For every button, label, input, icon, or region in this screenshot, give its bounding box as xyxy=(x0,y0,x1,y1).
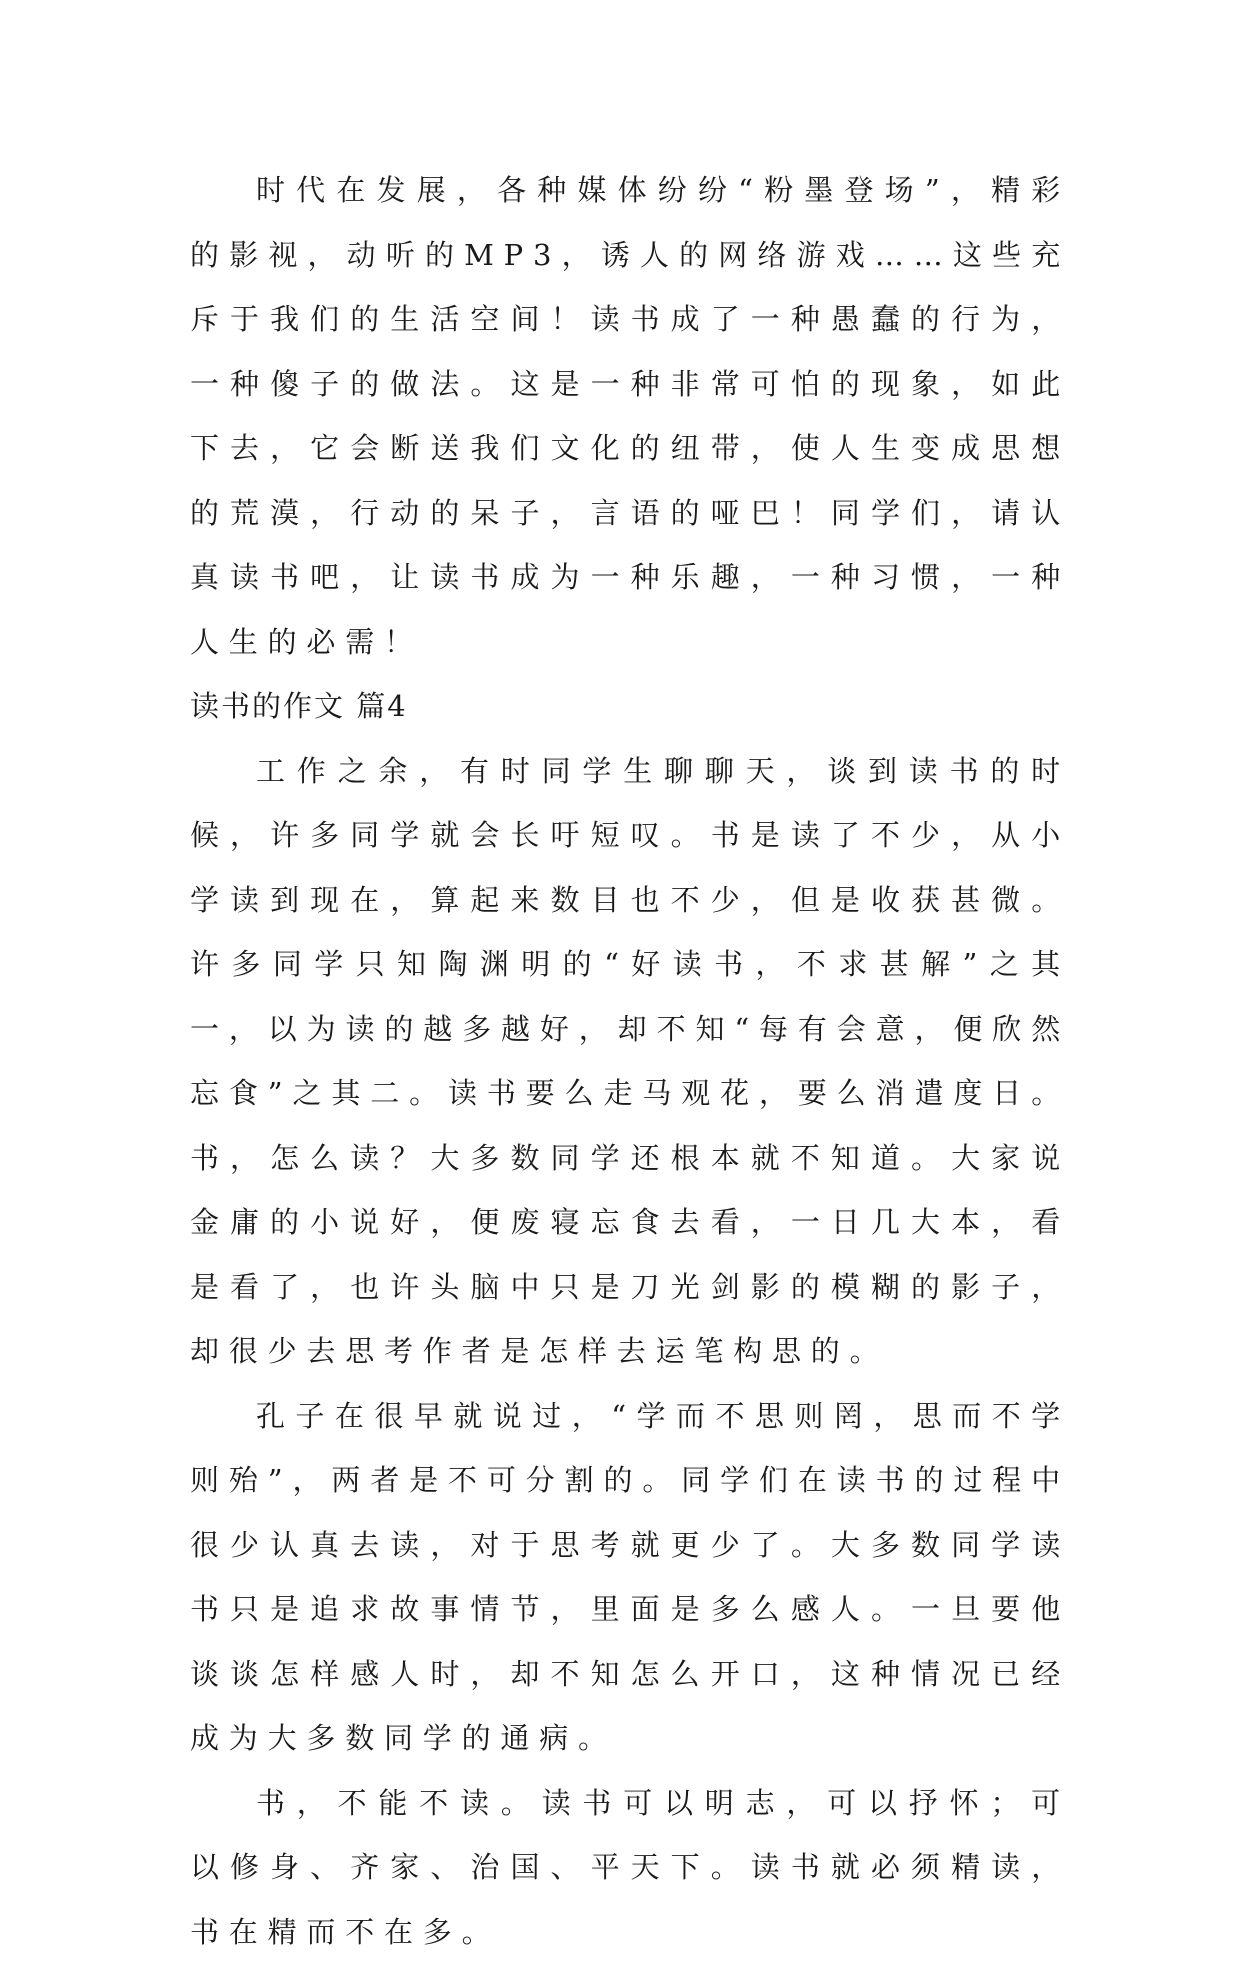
paragraph-3: 书，不能不读。读书可以明志，可以抒怀；可以修身、齐家、治国、平天下。读书就必须精读，书在精而不在多。 xyxy=(190,1771,1070,1964)
paragraph-intro: 时代在发展，各种媒体纷纷“粉墨登场”，精彩的影视，动听的MP3，诱人的网络游戏……这些充斥于我们的生活空间！读书成了一种愚蠢的行为，一种傻子的做法。这是一种非常可怕的现象，如此下去，它会断送我们文化的纽带，使人生变成思想的荒漠，行动的呆子，言语的哑巴！同学们，请认真读书吧，让读书成为一种乐趣，一种习惯，一种人生的必需！ xyxy=(190,158,1070,674)
paragraph-1: 工作之余，有时同学生聊聊天，谈到读书的时候，许多同学就会长吁短叹。书是读了不少，从小学读到现在，算起来数目也不少，但是收获甚微。许多同学只知陶渊明的“好读书，不求甚解”之其一，以为读的越多越好，却不知“每有会意，便欣然忘食”之其二。读书要么走马观花，要么消遣度日。书，怎么读？大多数同学还根本就不知道。大家说金庸的小说好，便废寝忘食去看，一日几大本，看是看了，也许头脑中只是刀光剑影的模糊的影子，却很少去思考作者是怎样去运笔构思的。 xyxy=(190,739,1070,1384)
document-page xyxy=(190,158,1070,1964)
section-heading: 读书的作文 篇4 xyxy=(190,674,1070,739)
paragraph-2: 孔子在很早就说过，“学而不思则罔，思而不学则殆”，两者是不可分割的。同学们在读书的过程中很少认真去读，对于思考就更少了。大多数同学读书只是追求故事情节，里面是多么感人。一旦要他谈谈怎样感人时，却不知怎么开口，这种情况已经成为大多数同学的通病。 xyxy=(190,1384,1070,1771)
